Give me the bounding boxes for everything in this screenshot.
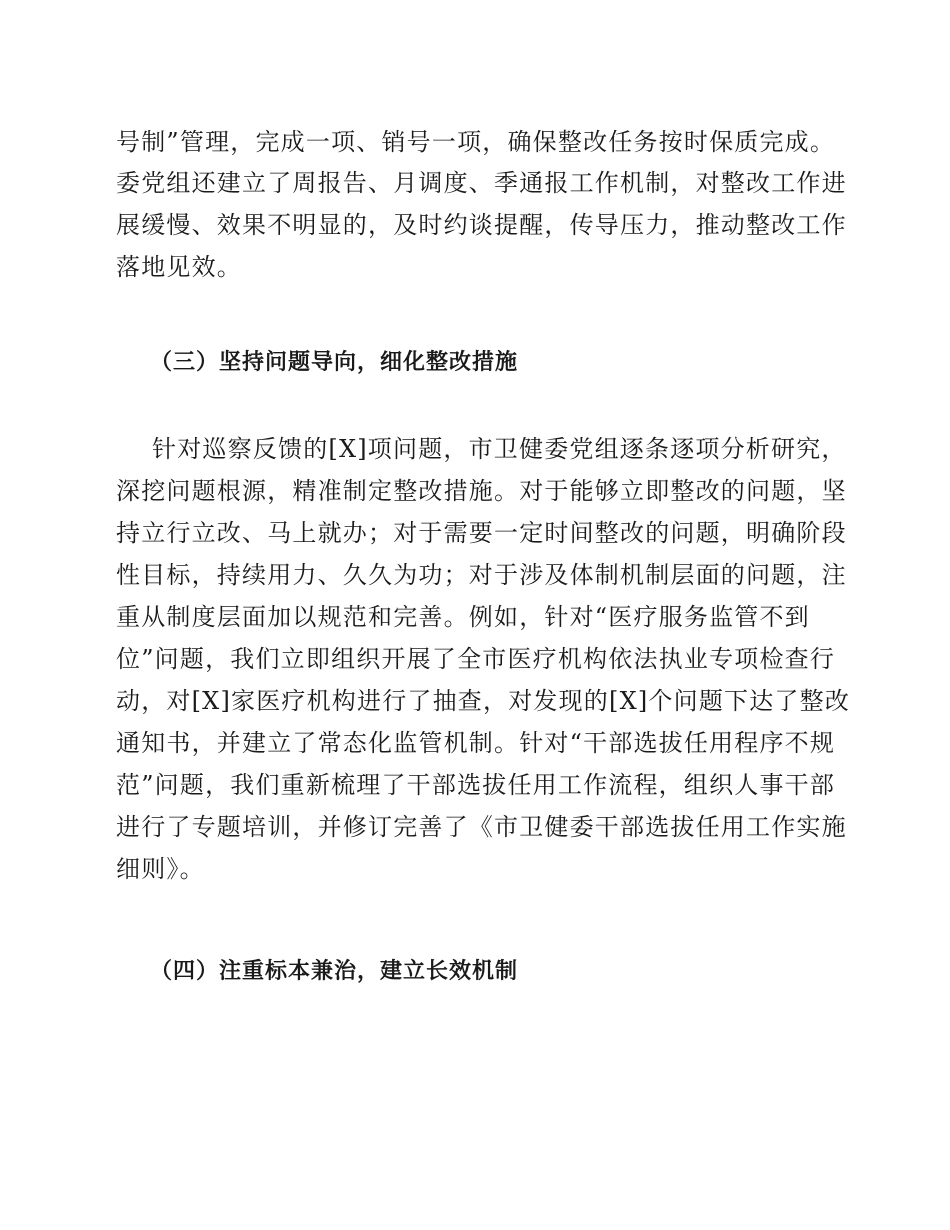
- paragraph-line: 针对巡察反馈的[X]项问题，市卫健委党组逐条逐项分析研究，: [152, 435, 847, 463]
- paragraph-line: 性目标，持续用力、久久为功；对于涉及体制机制层面的问题，注: [116, 561, 847, 589]
- paragraph-line: 进行了专题培训，并修订完善了《市卫健委干部选拔任用工作实施: [116, 813, 847, 841]
- paragraph-line: 范”问题，我们重新梳理了干部选拔任用工作流程，组织人事干部: [116, 771, 836, 799]
- paragraph-line: 落地见效。: [116, 253, 242, 281]
- paragraph-line: 细则》。: [116, 855, 205, 883]
- section-heading-3: （三）坚持问题导向，细化整改措施: [150, 350, 519, 375]
- section-heading-4: （四）注重标本兼治，建立长效机制: [150, 959, 519, 984]
- paragraph-line: 深挖问题根源，精准制定整改措施。对于能够立即整改的问题，坚: [116, 477, 847, 505]
- paragraph-line: 通知书，并建立了常态化监管机制。针对“干部选拔任用程序不规: [116, 729, 836, 757]
- paragraph-line: 重从制度层面加以规范和完善。例如，针对“医疗服务监管不到: [116, 603, 810, 631]
- paragraph-line: 持立行立改、马上就办；对于需要一定时间整改的问题，明确阶段: [116, 519, 847, 547]
- paragraph-line: 委党组还建立了周报告、月调度、季通报工作机制，对整改工作进: [116, 169, 847, 197]
- paragraph-line: 号制”管理，完成一项、销号一项，确保整改任务按时保质完成。: [116, 128, 836, 156]
- paragraph-line: 展缓慢、效果不明显的，及时约谈提醒，传导压力，推动整改工作: [116, 211, 847, 239]
- paragraph-line: 位”问题，我们立即组织开展了全市医疗机构依法执业专项检查行: [116, 645, 836, 673]
- paragraph-line: 动，对[X]家医疗机构进行了抽查，对发现的[X]个问题下达了整改: [116, 687, 851, 715]
